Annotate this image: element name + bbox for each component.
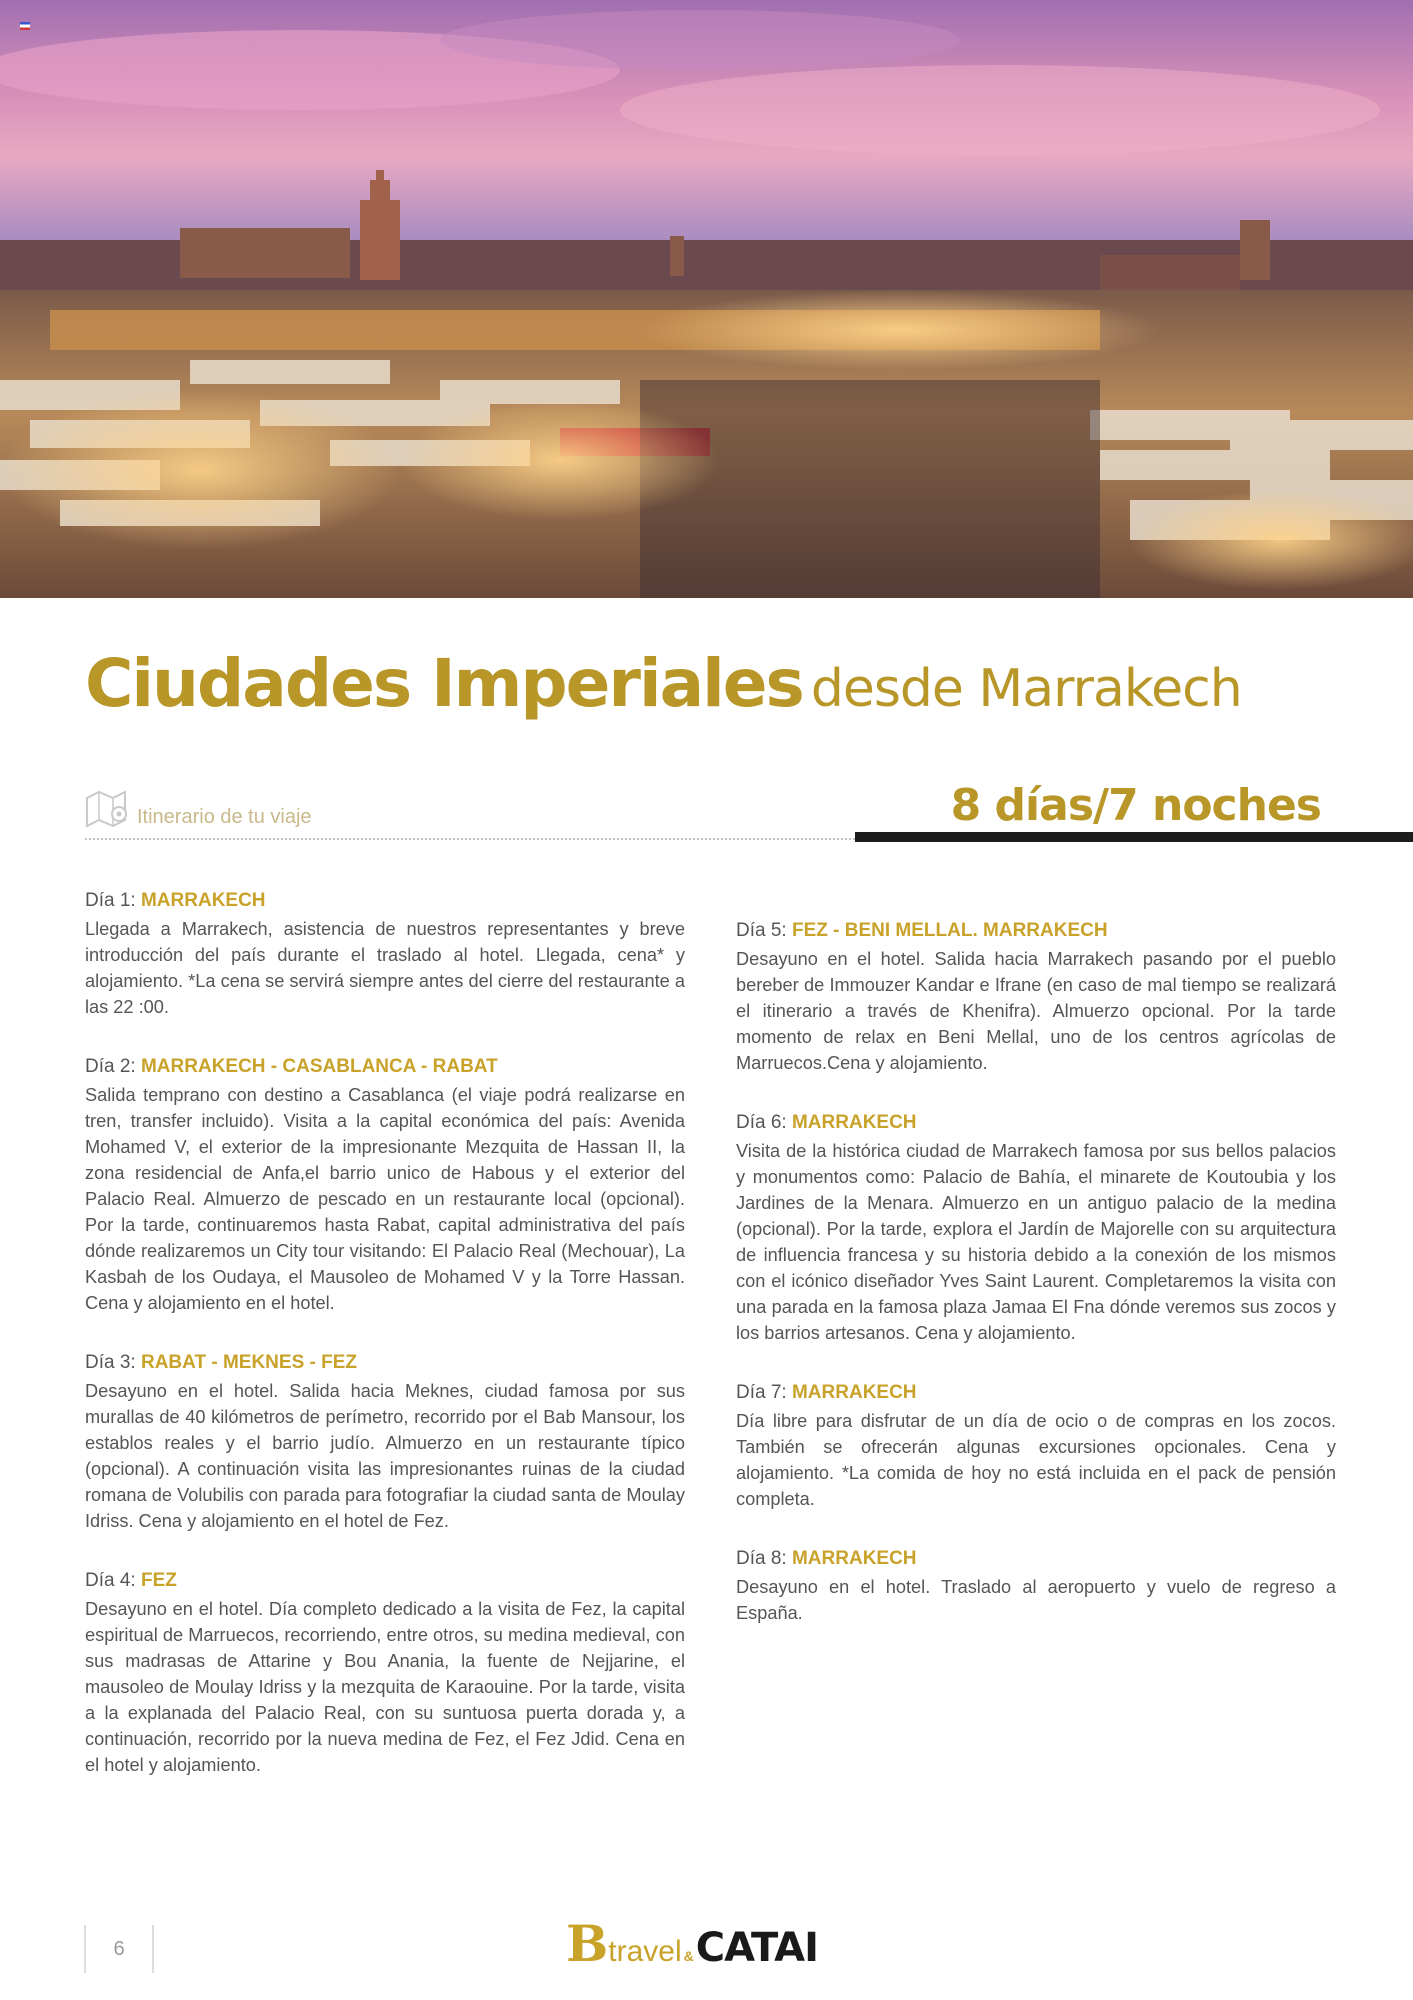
map-pin-icon: [85, 788, 131, 830]
day-title: MARRAKECH - CASABLANCA - RABAT: [140, 1056, 498, 1077]
day-heading: [736, 1110, 1336, 1136]
day-prefix: Día 8:: [736, 1548, 787, 1569]
itinerary-label: Itinerario de tu viaje: [137, 806, 312, 828]
day-prefix: Día 6:: [736, 1112, 787, 1133]
day-heading: [736, 1380, 1336, 1406]
day-heading: [85, 1054, 685, 1080]
logo-ampersand: &: [683, 1948, 694, 1964]
day-title: MARRAKECH: [791, 1112, 917, 1133]
day-entry: [85, 1054, 685, 1316]
day-title: MARRAKECH: [791, 1548, 917, 1569]
day-prefix: Día 5:: [736, 920, 787, 941]
day-heading: [736, 918, 1336, 944]
day-prefix: Día 2:: [85, 1056, 136, 1077]
day-description: Desayuno en el hotel. Salida hacia Meknes, ciudad famosa por sus murallas de 40 kilómetros de perímetro, recorrido por el Bab Mansour, los establos reales y el barrio judío. Almuerzo en un restaurante típico (opcional). A continuación visita las impresionantes ruinas de la ciudad romana de Volubilis con parada para fotografiar la ciudad santa de Moulay Idriss. Cena y alojamiento en el hotel de Fez.: [85, 1381, 685, 1531]
day-heading: [736, 1546, 1336, 1572]
page-number: 6: [84, 1925, 154, 1973]
day-title: MARRAKECH: [791, 1382, 917, 1403]
divider-dotted: [85, 838, 855, 840]
day-title: MARRAKECH: [140, 890, 266, 911]
day-description: Llegada a Marrakech, asistencia de nuestros representantes y breve introducción del país durante el traslado al hotel. Llegada, cena* y alojamiento. *La cena se servirá siempre antes del cierre del restaurante a las 22 :00.: [85, 919, 685, 1017]
day-heading: [85, 1350, 685, 1376]
day-heading: [85, 888, 685, 914]
trip-duration: 8 días/7 noches: [950, 780, 1321, 831]
day-title: FEZ - BENI MELLAL. MARRAKECH: [791, 920, 1108, 941]
day-entry: [736, 1546, 1336, 1626]
day-description: Desayuno en el hotel. Traslado al aeropuerto y vuelo de regreso a España.: [736, 1577, 1336, 1623]
day-title: RABAT - MEKNES - FEZ: [140, 1352, 358, 1373]
day-prefix: Día 1:: [85, 890, 136, 911]
itinerary-header: [85, 780, 1413, 850]
day-description: Visita de la histórica ciudad de Marrakech famosa por sus bellos palacios y monumentos como: Palacio de Bahía, el minarete de Koutoubia y los Jardines de la Menara. Almuerzo en un antiguo palacio de la medina (opcional). Por la tarde, explora el Jardín de Majorelle con su arquitectura de influencia francesa y su historia debido a la conexión de los mismos con el icónico diseñador Yves Saint Laurent. Completaremos la visita con una parada en la famosa plaza Jamaa El Fna dónde veremos sus zocos y los barrios artesanos. Cena y alojamiento.: [736, 1141, 1336, 1343]
day-description: Desayuno en el hotel. Salida hacia Marrakech pasando por el pueblo bereber de Immouzer Kandar e Ifrane (en caso de mal tiempo se realizará el itinerario a través de Khenifra). Almuerzo opcional. Por la tarde momento de relax en Beni Mellal, uno de los centros agrícolas de Marruecos.Cena y alojamiento.: [736, 949, 1336, 1073]
day-entry: [85, 1568, 685, 1778]
day-description: Día libre para disfrutar de un día de ocio o de compras en los zocos. También se ofrecerán algunas excursiones opcionales. Cena y alojamiento. *La comida de hoy no está incluida en el pack de pensión completa.: [736, 1411, 1336, 1509]
itinerary-column-right: [736, 918, 1336, 1660]
flag-icon: [20, 22, 30, 30]
page-title: [85, 645, 1345, 722]
day-title: FEZ: [140, 1570, 177, 1591]
day-entry: [736, 918, 1336, 1076]
day-entry: [736, 1110, 1336, 1346]
title-main: Ciudades Imperiales: [85, 645, 803, 722]
day-entry: [85, 888, 685, 1020]
day-entry: [736, 1380, 1336, 1512]
hero-photo-marrakech-square: [0, 0, 1413, 598]
day-prefix: Día 4:: [85, 1570, 136, 1591]
day-entry: [85, 1350, 685, 1534]
day-description: Desayuno en el hotel. Día completo dedicado a la visita de Fez, la capital espiritual de Marruecos, recorriendo, entre otros, su medina medieval, con sus madrasas de Attarine y Bou Anania, la fuente de Nejjarine, el mausoleo de Moulay Idriss y la mezquita de Karaouine. Por la tarde, visita a la explanada del Palacio Real, con su suntuosa puerta dorada y, a continuación, recorrido por la nueva medina de Fez, el Fez Jdid. Cena en el hotel y alojamiento.: [85, 1599, 685, 1775]
brand-logo: [566, 1914, 818, 1974]
divider-thick: [855, 832, 1413, 842]
day-prefix: Día 7:: [736, 1382, 787, 1403]
title-subtitle: desde Marrakech: [810, 659, 1242, 719]
itinerary-column-left: [85, 888, 685, 1812]
logo-travel: travel: [608, 1935, 682, 1968]
logo-b: B: [566, 1914, 609, 1973]
logo-catai: CATAI: [695, 1925, 818, 1971]
day-prefix: Día 3:: [85, 1352, 136, 1373]
day-heading: [85, 1568, 685, 1594]
day-description: Salida temprano con destino a Casablanca (el viaje podrá realizarse en tren, transfer incluido). Visita a la capital económica del país: Avenida Mohamed V, el exterior de la impresionante Mezquita de Hassan II, la zona residencial de Anfa,el barrio unico de Habous y el exterior del Palacio Real. Almuerzo de pescado en un restaurante local (opcional). Por la tarde, continuaremos hasta Rabat, capital administrativa del país dónde realizaremos un City tour visitando: El Palacio Real (Mechouar), La Kasbah de los Oudaya, el Mausoleo de Mohamed V y la Torre Hassan. Cena y alojamiento en el hotel.: [85, 1085, 685, 1313]
